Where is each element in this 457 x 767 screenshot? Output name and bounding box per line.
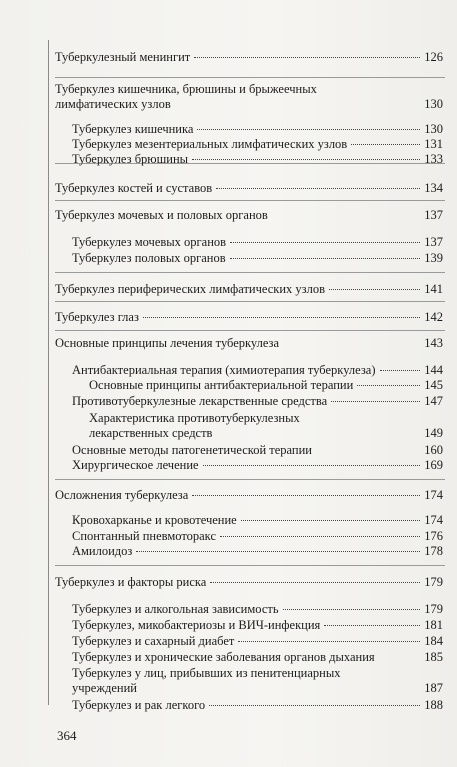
toc-page-number: 176: [424, 529, 443, 543]
toc-page-number: 181: [424, 618, 443, 632]
toc-subentry: [72, 544, 443, 559]
leader-dots: [329, 289, 420, 290]
leader-dots: [136, 551, 420, 552]
toc-page-number: 179: [424, 602, 443, 616]
toc-entry: [55, 82, 443, 112]
toc-subentry: [72, 122, 443, 137]
toc-entry-title: Характеристика противотуберкулезных: [89, 411, 300, 425]
toc-entry: [55, 208, 443, 223]
toc-entry-title: Основные принципы антибактериальной терапии: [89, 378, 354, 392]
toc-page-number: 133: [424, 152, 443, 166]
toc-entry-title: Туберкулез мезентериальных лимфатических узлов: [72, 137, 348, 151]
toc-subentry: [72, 363, 443, 378]
toc-page-number: 147: [424, 394, 443, 408]
toc-entry-title: Туберкулез мочевых и половых органов: [55, 208, 268, 222]
section-divider: [55, 479, 445, 480]
leader-space: [272, 215, 420, 216]
toc-subsubentry: [89, 378, 443, 393]
toc-entry-title: Туберкулез брюшины: [72, 152, 189, 166]
toc-subentry: [72, 650, 443, 665]
toc-entry-title: Туберкулез и сахарный диабет: [72, 634, 235, 648]
toc-entry: [55, 575, 443, 590]
section-divider: [55, 565, 445, 566]
toc-page-number: 188: [424, 698, 443, 712]
toc-subentry: [72, 529, 443, 544]
toc-entry-title: Противотуберкулезные лекарственные средства: [72, 394, 328, 408]
toc-entry: [55, 488, 443, 503]
leader-dots: [194, 57, 420, 58]
toc-subentry: [72, 458, 443, 473]
toc-page-number: 137: [424, 208, 443, 222]
toc-entry-title: Туберкулезный менингит: [55, 50, 191, 64]
toc-entry-title: Туберкулез у лиц, прибывших из пенитенциарных: [72, 666, 341, 680]
toc-page-number: 141: [424, 282, 443, 296]
leader-dots: [230, 258, 421, 259]
leader-dots: [283, 609, 421, 610]
leader-space: [216, 433, 420, 434]
toc-subentry: [72, 634, 443, 649]
toc-page-number: 174: [424, 513, 443, 527]
toc-subentry: [72, 443, 443, 458]
toc-page-number: 143: [424, 336, 443, 350]
toc-entry: [55, 282, 443, 297]
leader-dots: [203, 465, 421, 466]
leader-dots: [210, 582, 420, 583]
section-divider: [55, 272, 445, 273]
leader-dots: [220, 536, 420, 537]
toc-page-number: 130: [424, 122, 443, 136]
toc-page-number: 169: [424, 458, 443, 472]
section-divider: [55, 330, 445, 331]
section-divider: [55, 200, 445, 201]
toc-entry-title: Кровохарканье и кровотечение: [72, 513, 237, 527]
leader-dots: [238, 641, 420, 642]
toc-entry-title: Хирургическое лечение: [72, 458, 199, 472]
leader-dots: [192, 495, 420, 496]
toc-page-number: 130: [424, 97, 443, 111]
toc-entry-title: Туберкулез и алкогольная зависимость: [72, 602, 279, 616]
toc-subentry: [72, 618, 443, 633]
toc-entry: [55, 181, 443, 196]
toc-page-number: 139: [424, 251, 443, 265]
toc-entry-title: Амилоидоз: [72, 544, 133, 558]
leader-dots: [197, 129, 420, 130]
toc-page-number: 149: [424, 426, 443, 440]
toc-subentry: [72, 394, 443, 409]
toc-page-number: 145: [424, 378, 443, 392]
toc-subentry: [72, 513, 443, 528]
leader-dots: [357, 385, 420, 386]
toc-page-number: 126: [424, 50, 443, 64]
toc-subentry: [72, 251, 443, 266]
toc-entry-title-continued: лекарственных средств: [89, 426, 213, 440]
leader-space: [283, 343, 420, 344]
toc-subentry: [72, 666, 443, 696]
leader-dots: [241, 520, 421, 521]
toc-entry-title: Основные методы патогенетической терапии: [72, 443, 312, 457]
leader-space: [379, 657, 421, 658]
toc-entry-title: Туберкулез и факторы риска: [55, 575, 207, 589]
leader-dots: [216, 188, 420, 189]
toc-page-number: 178: [424, 544, 443, 558]
toc-entry-title: Основные принципы лечения туберкулеза: [55, 336, 280, 350]
toc-entry: [55, 310, 443, 325]
toc-entry-title: Туберкулез, микобактериозы и ВИЧ-инфекция: [72, 618, 321, 632]
toc-entry-title: Осложнения туберкулеза: [55, 488, 189, 502]
leader-dots: [351, 144, 420, 145]
leader-dots: [331, 401, 420, 402]
toc-entry-title: Туберкулез и рак легкого: [72, 698, 206, 712]
toc-entry-title: Туберкулез костей и суставов: [55, 181, 213, 195]
toc-page-number: 179: [424, 575, 443, 589]
toc-page-number: 187: [424, 681, 443, 695]
toc-entry: [55, 336, 443, 351]
toc-page-number: 174: [424, 488, 443, 502]
page-margin-rule: [48, 40, 49, 705]
leader-dots: [209, 705, 420, 706]
toc-page-number: 142: [424, 310, 443, 324]
toc-entry-title: Туберкулез половых органов: [72, 251, 226, 265]
toc-page-number: 185: [424, 650, 443, 664]
leader-dots: [324, 625, 420, 626]
toc-page-number: 134: [424, 181, 443, 195]
toc-entry-title: Туберкулез периферических лимфатических узлов: [55, 282, 326, 296]
toc-subentry: [72, 235, 443, 250]
toc-page-number: 160: [424, 443, 443, 457]
toc-subentry: [72, 137, 443, 152]
toc-entry-title: Туберкулез и хронические заболевания органов дыхания: [72, 650, 375, 664]
page-number-footer: 364: [57, 728, 77, 743]
leader-dots: [380, 370, 421, 371]
toc-entry-title: Туберкулез глаз: [55, 310, 139, 324]
leader-space: [316, 450, 420, 451]
leader-dots: [192, 159, 420, 160]
leader-space: [175, 104, 421, 105]
toc-entry-title: Туберкулез кишечника, брюшины и брыжеечных: [55, 82, 317, 96]
toc-entry-title: Туберкулез кишечника: [72, 122, 194, 136]
toc-subentry: [72, 152, 443, 167]
toc-entry-title-continued: лимфатических узлов: [55, 97, 171, 111]
toc-entry-title: Спонтанный пневмоторакс: [72, 529, 216, 543]
toc-page-number: 131: [424, 137, 443, 151]
toc-page-number: 184: [424, 634, 443, 648]
section-divider: [55, 77, 445, 78]
toc-page-number: 137: [424, 235, 443, 249]
leader-dots: [143, 317, 420, 318]
toc-entry-title: Антибактериальная терапия (химиотерапия туберкулеза): [72, 363, 376, 377]
toc-subentry: [72, 602, 443, 617]
toc-page-number: 144: [424, 363, 443, 377]
leader-dots: [230, 242, 420, 243]
toc-entry-title-continued: учреждений: [72, 681, 137, 695]
toc-entry-title: Туберкулез мочевых органов: [72, 235, 227, 249]
toc-subsubentry: [89, 411, 443, 441]
leader-space: [141, 688, 420, 689]
toc-subentry: [72, 698, 443, 713]
toc-entry: [55, 50, 443, 65]
section-divider: [55, 301, 445, 302]
